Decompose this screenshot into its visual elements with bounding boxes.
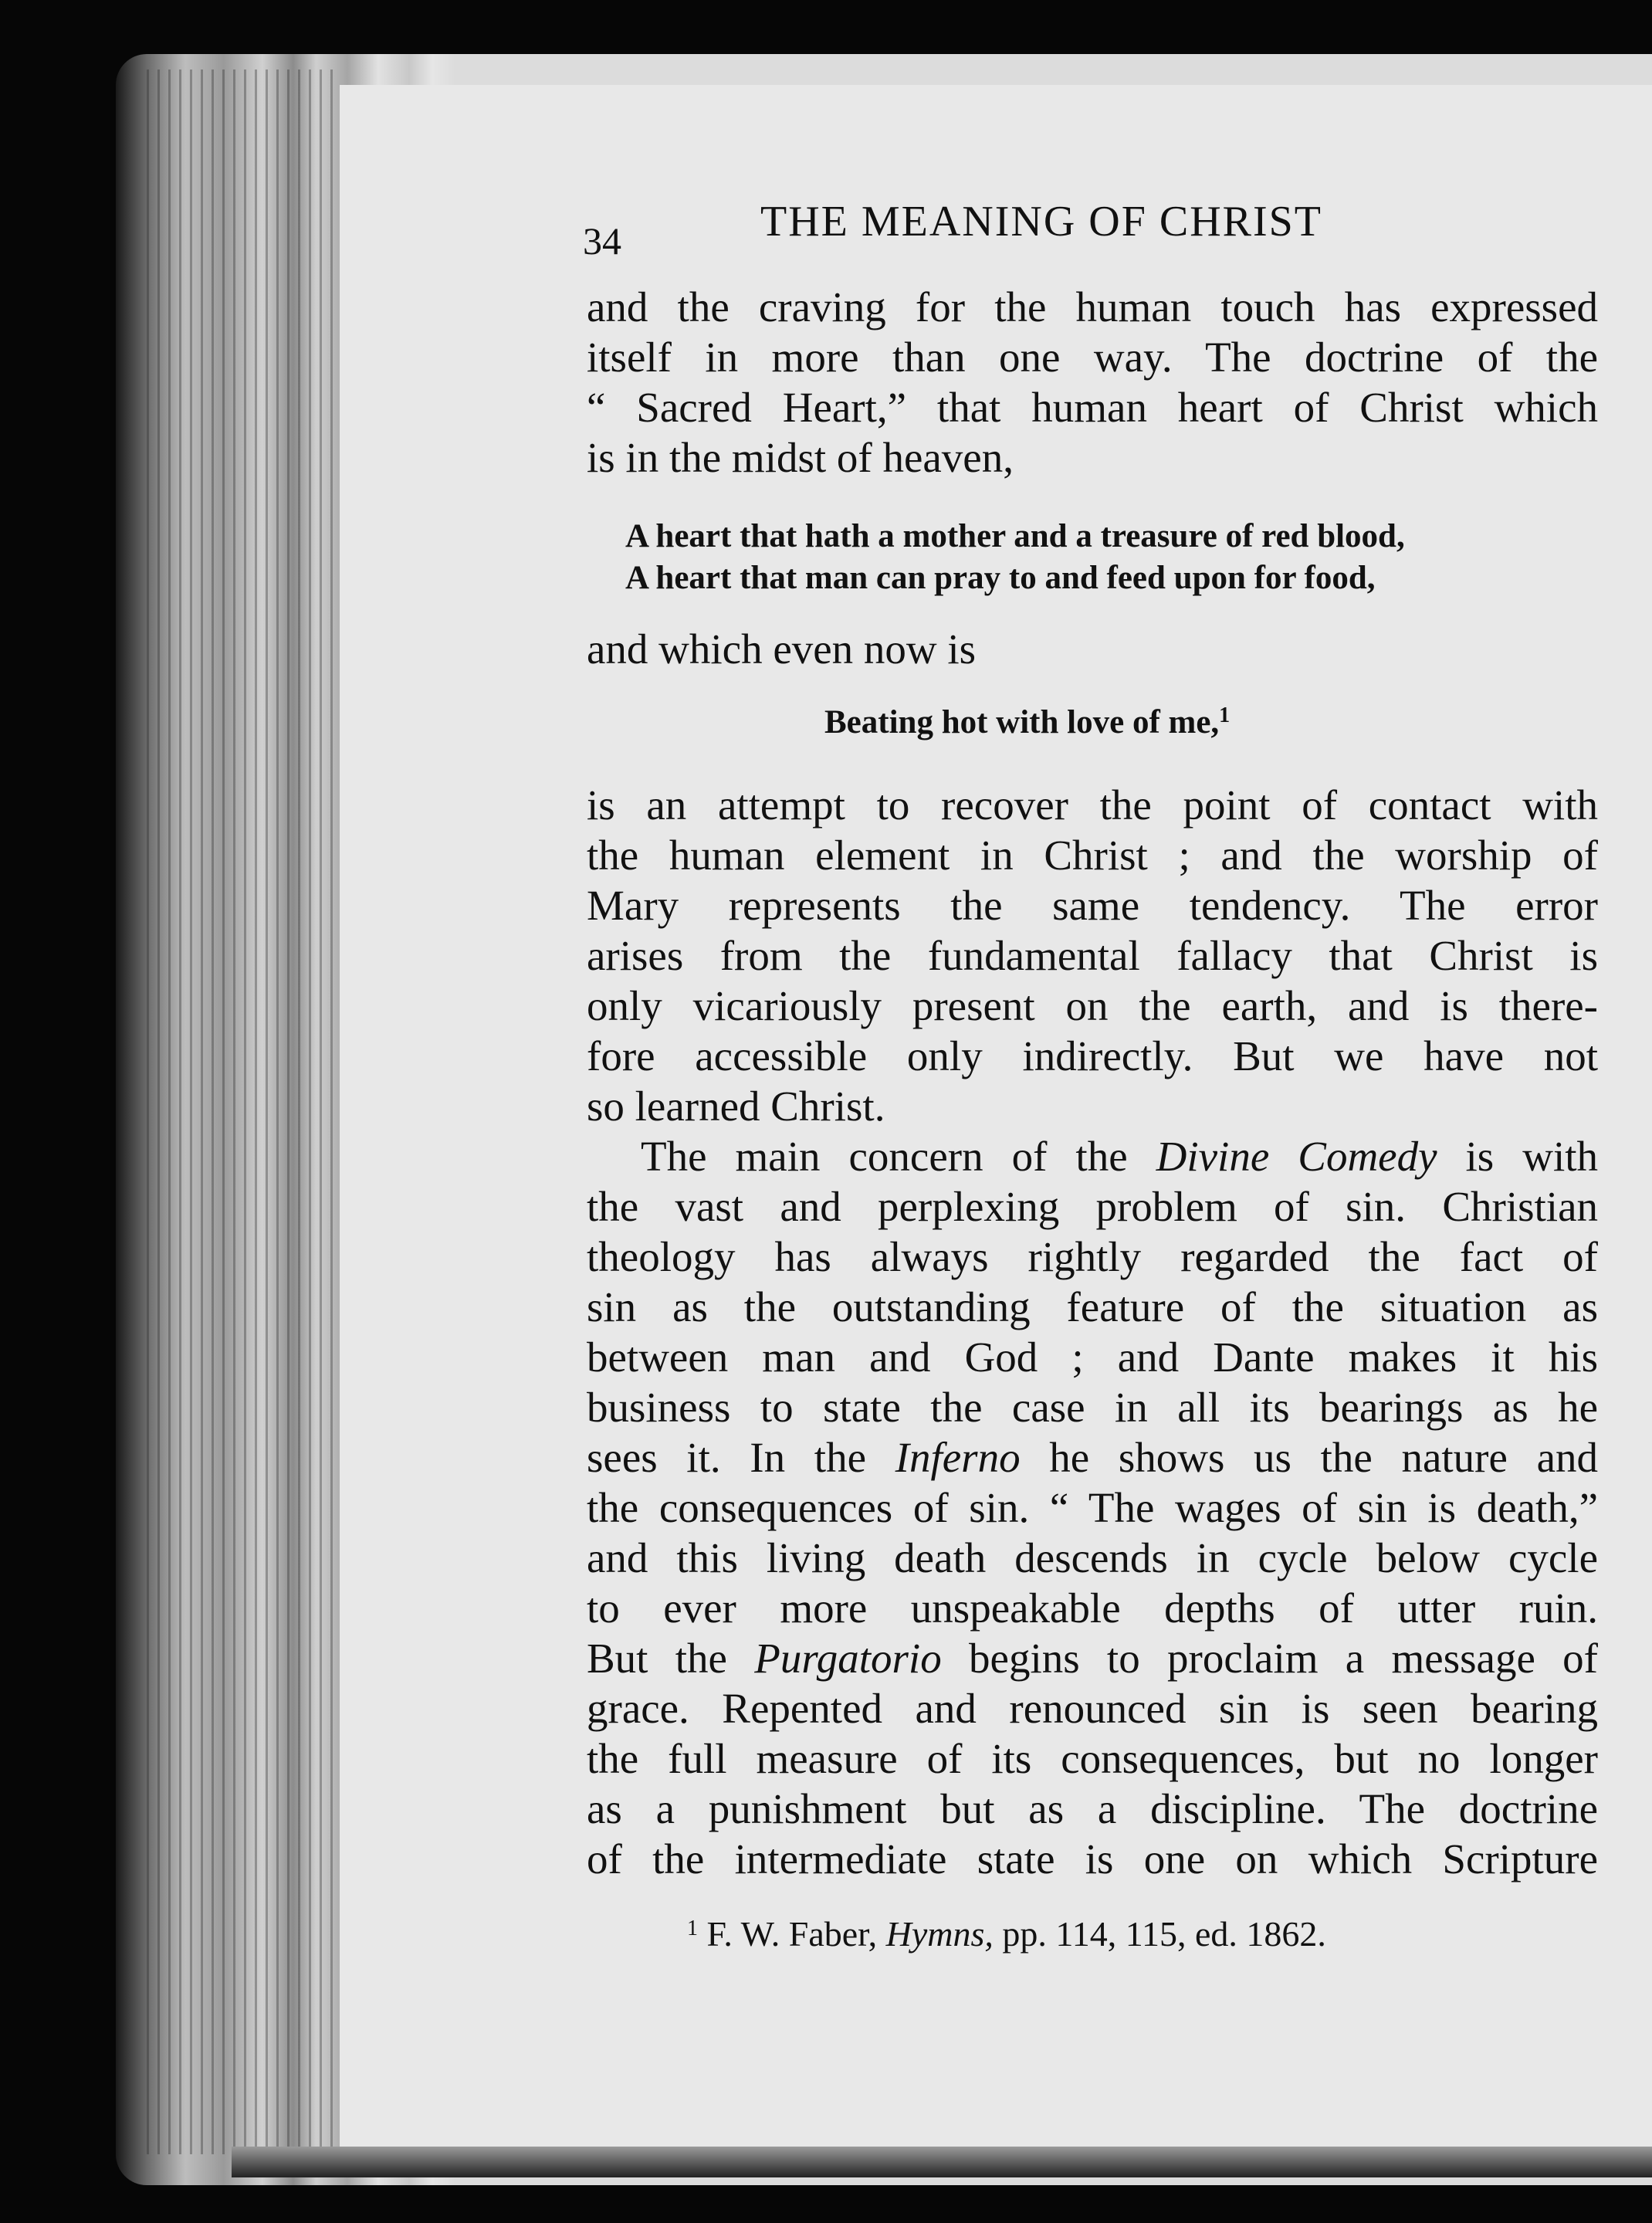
text-line: only vicariously present on the earth, and is there- bbox=[587, 982, 1598, 1029]
text-line: The main concern of the Divine Comedy is with bbox=[641, 1133, 1599, 1180]
verse-line: A heart that man can pray to and feed upon for food, bbox=[625, 560, 1376, 596]
page-bottom-edge bbox=[232, 2147, 1652, 2177]
paragraph-2 bbox=[587, 624, 1598, 674]
verse-quotation-1 bbox=[625, 516, 1405, 599]
text-line: fore accessible only indirectly. But we have not bbox=[587, 1032, 1598, 1079]
text-line: the full measure of its consequences, but no longer bbox=[587, 1735, 1598, 1782]
text-line: “ Sacred Heart,” that human heart of Christ which bbox=[587, 384, 1598, 431]
italic-title: Divine Comedy bbox=[1156, 1133, 1437, 1180]
text-line: the consequences of sin. “ The wages of sin is death,” bbox=[587, 1484, 1598, 1531]
text-line: theology has always rightly regarded the fact of bbox=[587, 1233, 1598, 1280]
page-edges bbox=[147, 69, 340, 2154]
running-header bbox=[583, 197, 1594, 263]
text-line: so learned Christ. bbox=[587, 1083, 885, 1130]
text-line: of the intermediate state is one on which Scripture bbox=[587, 1835, 1598, 1882]
verse-line: A heart that hath a mother and a treasure of red blood, bbox=[625, 518, 1405, 554]
footnote: $^1$ F. W. Faber, Hymns, pp. 114, 115, ed. 1862. bbox=[687, 1914, 1326, 1954]
verse-line: Beating hot with love of me, bbox=[824, 704, 1220, 740]
text-line: and which even now is bbox=[587, 625, 977, 673]
text-line: sees it. In the Inferno he shows us the nature and bbox=[587, 1434, 1598, 1481]
running-title: THE MEANING OF CHRIST bbox=[760, 198, 1322, 246]
text-line: Mary represents the same tendency. The error bbox=[587, 882, 1598, 929]
text-line: business to state the case in all its bearings as he bbox=[587, 1384, 1598, 1431]
text-line: itself in more than one way. The doctrine of the bbox=[587, 334, 1598, 381]
text-line: sin as the outstanding feature of the situation as bbox=[587, 1283, 1598, 1330]
paragraph-4 bbox=[587, 1131, 1598, 1884]
text-line: the vast and perplexing problem of sin. Christian bbox=[587, 1183, 1598, 1230]
verse-quotation-2 bbox=[824, 695, 1230, 744]
footnote-reference: 1 bbox=[1219, 703, 1231, 727]
text-line: arises from the fundamental fallacy that Christ is bbox=[587, 932, 1598, 979]
text-line: to ever more unspeakable depths of utter ruin. bbox=[587, 1584, 1598, 1632]
text-line: is an attempt to recover the point of contact with bbox=[587, 781, 1598, 829]
text-line: is in the midst of heaven, bbox=[587, 434, 1014, 481]
italic-title: Hymns, bbox=[885, 1914, 994, 1954]
text-line: But the Purgatorio begins to proclaim a message of bbox=[587, 1635, 1598, 1682]
paragraph-3 bbox=[587, 780, 1598, 1131]
text-line: and the craving for the human touch has expressed bbox=[587, 283, 1598, 330]
text-line: the human element in Christ ; and the worship of bbox=[587, 832, 1598, 879]
footnote-marker: 1 bbox=[687, 1916, 698, 1940]
italic-title: Inferno bbox=[895, 1434, 1021, 1481]
text-line: as a punishment but as a discipline. The doctrine bbox=[587, 1785, 1598, 1832]
paragraph-1 bbox=[587, 282, 1598, 483]
page-number: 34 bbox=[583, 219, 621, 263]
italic-title: Purgatorio bbox=[754, 1635, 942, 1682]
text-line: between man and God ; and Dante makes it his bbox=[587, 1333, 1598, 1381]
text-line: and this living death descends in cycle below cycle bbox=[587, 1534, 1598, 1581]
text-line: grace. Repented and renounced sin is seen bearing bbox=[587, 1685, 1598, 1732]
